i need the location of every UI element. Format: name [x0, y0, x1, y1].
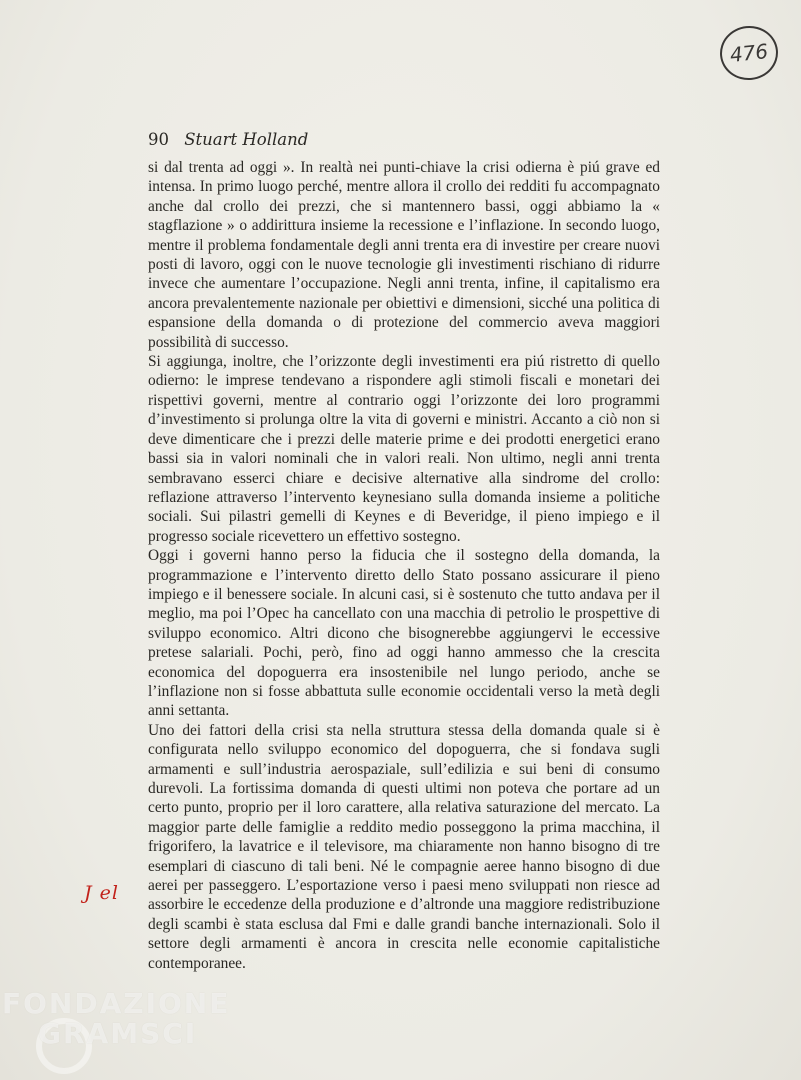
paragraph: Si aggiunga, inoltre, che l’orizzonte degli investimenti era piú ristretto di quello odierno: le imprese tendevano a rispondere agli stimoli fiscali e monetari dei rispettivi governi, mentre al contrario oggi l’orizzonte dei loro programmi d’investimento si prolunga oltre la vita di governi e ministri. Accanto a ciò non si deve dimenticare che i prezzi delle materie prime e dei prodotti energetici erano bassi sia in valori nominali che in valori reali. Non ultimo, negli anni trenta sembravano esserci chiare e decisive alternative alla sindrome del crollo: reflazione attraverso l’intervento keynesiano sulla domanda insieme a politiche sociali. Sui pilastri gemelli di Keynes e di Beveridge, il pieno impiego e il progresso sociale ricevettero un effettivo sostegno. [148, 353, 660, 545]
paragraph: Oggi i governi hanno perso la fiducia che il sostegno della domanda, la programmazione e l’intervento diretto dello Stato possano assicurare il pieno impiego e il benessere sociale. In alcuni casi, si è sostenuto che tutto andava per il meglio, ma poi l’Opec ha cancellato con una macchia di petrolio le prospettive di sviluppo economico. Altri dicono che bisognerebbe aggiungervi le eccessive pretese salariali. Pochi, però, fino ad oggi hanno ammesso che la crescita economica del dopoguerra era insostenibile nel lungo periodo, anche se l’inflazione non si fosse abbattuta sulle economie occidentali verso la metà degli anni settanta. [148, 547, 660, 720]
page-number: 90 [148, 130, 169, 149]
paragraph: Uno dei fattori della crisi sta nella struttura stessa della domanda quale si è configurata nello sviluppo economico del dopoguerra, che si fondava sugli armamenti e sull’industria aerospaziale, sull’edilizia e sui beni di consumo durevoli. La fortissima domanda di questi ultimi non poteva che portare ad un certo punto, proprio per il loro carattere, alla relativa saturazione del mercato. La maggior parte delle famiglie a reddito medio posseggono la prima macchina, il frigorifero, la lavatrice e il televisore, ma chiaramente non hanno bisogno di tre esemplari di ciascuno di tali beni. Né le compagnie aeree hanno bisogno di due aerei per passeggero. L’esportazione verso i paesi meno sviluppati non riesce ad assorbire le eccedenze della produzione e d’altronde una maggiore redistribuzione degli scambi è stata esclusa dal Fmi e dalle grandi banche internazionali. Solo il settore degli armamenti è ancora in crescita nelle economie capitalistiche contemporanee. [148, 721, 660, 972]
handwritten-margin-note: J el [84, 882, 119, 904]
watermark [2, 987, 231, 1050]
body-text [148, 158, 660, 973]
watermark-line: GRAMSCI [38, 1017, 198, 1050]
page-header [148, 130, 308, 149]
watermark-line: FONDAZIONE [2, 987, 231, 1020]
archive-number-stamp: 476 [717, 23, 780, 83]
running-head-author: Stuart Holland [184, 130, 309, 149]
paragraph: si dal trenta ad oggi ». In realtà nei punti-chiave la crisi odierna è piú grave ed intensa. In primo luogo perché, mentre allora il crollo dei redditi fu accompagnato anche dal crollo dei prezzi, che si mantennero bassi, oggi abbiamo la « stagflazione » o addirittura insieme la recessione e l’inflazione. In secondo luogo, mentre il problema fondamentale degli anni trenta era di investire per creare nuovi posti di lavoro, oggi con le nuove tecnologie gli investimenti rischiano di ridurre invece che aumentare l’occupazione. Negli anni trenta, infine, il capitalismo era ancora prevalentemente nazionale per obiettivi e dimensioni, sicché una politica di espansione della domanda o di protezione del commercio aveva maggiori possibilità di successo. [148, 159, 660, 351]
